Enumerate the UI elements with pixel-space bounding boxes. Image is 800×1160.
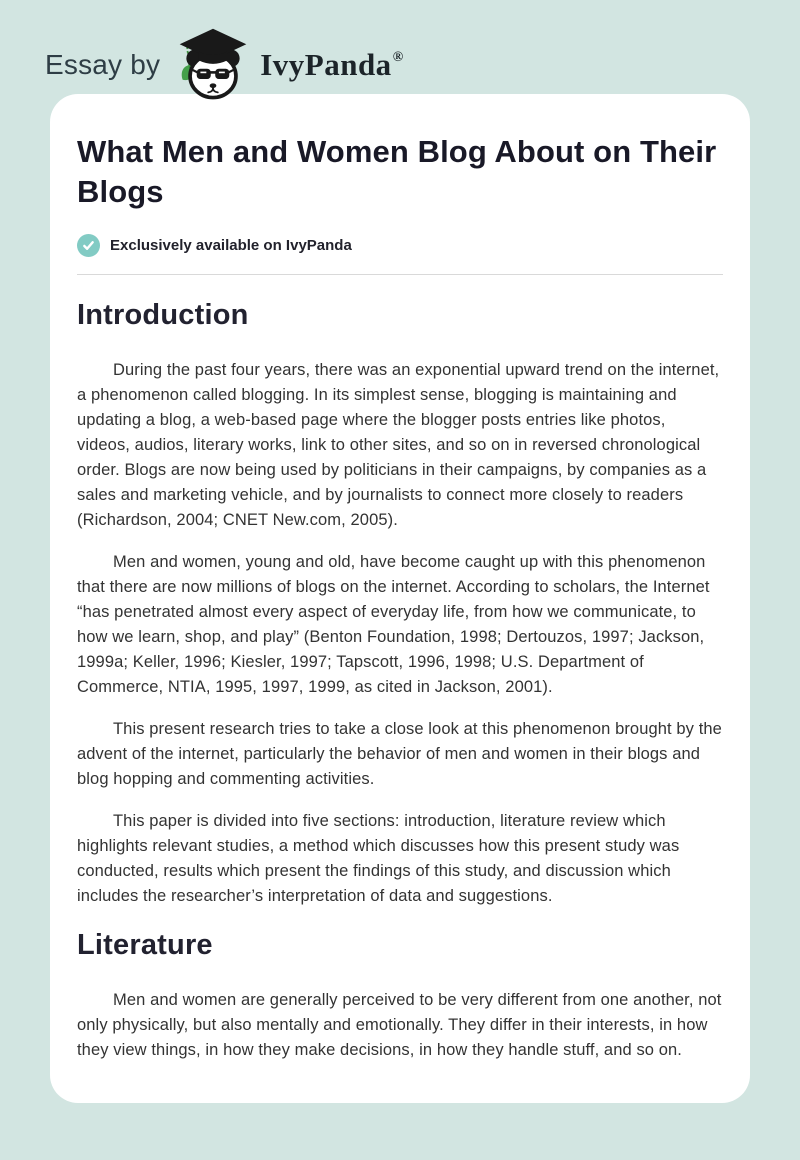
section-heading: Literature (77, 929, 213, 961)
panda-graduate-logo-icon (176, 26, 250, 104)
exclusive-badge (77, 234, 723, 257)
essay-paragraph: During the past four years, there was an exponential upward trend on the internet, a phenomenon called blogging. In its simplest sense, blogging is maintaining and updating a blog, a web-based page where the blogger posts entries like photos, videos, audios, literary works, link to other sites, and so on in reversed chronological order. Blogs are now being used by politicians in their campaigns, by companies as a sales and marketing vehicle, and by journalists to connect more closely to readers (Richardson, 2004; CNET New.com, 2005). (77, 361, 720, 529)
brand-name (260, 47, 403, 83)
section-heading: Introduction (77, 299, 249, 331)
section-literature (77, 929, 723, 1063)
divider (77, 274, 723, 275)
badge-label: Exclusively available on IvyPanda (110, 237, 352, 254)
essay-card (50, 94, 750, 1103)
site-header (0, 0, 800, 94)
brand-text: IvyPanda (260, 47, 392, 82)
essay-paragraph: Men and women are generally perceived to be very different from one another, not only physically, but also mentally and emotionally. They differ in their interests, in how they view things, in how they make decisions, in how they handle stuff, and so on. (77, 991, 722, 1059)
essay-paragraph: Men and women, young and old, have become caught up with this phenomenon that there are now millions of blogs on the internet. According to scholars, the Internet “has penetrated almost every aspect of everyday life, from how we communicate, to how we learn, shop, and play” (Benton Foundation, 1998; Dertouzos, 1997; Jackson, 1999a; Keller, 1996; Kiesler, 1997; Tapscott, 1996, 1998; U.S. Department of Commerce, NTIA, 1995, 1997, 1999, as cited in Jackson, 2001). (77, 553, 710, 696)
page-title: What Men and Women Blog About on Their Blogs (77, 134, 717, 209)
check-icon (77, 234, 100, 257)
registered-mark: ® (392, 50, 404, 65)
section-introduction (77, 299, 723, 909)
essay-by-label: Essay by (45, 49, 161, 80)
essay-paragraph: This paper is divided into five sections: introduction, literature review which highlights relevant studies, a method which discusses how this present study was conducted, results which present the findings of this study, and discussion which includes the researcher’s interpretation of data and suggestions. (77, 812, 680, 905)
essay-paragraph: This present research tries to take a close look at this phenomenon brought by the advent of the internet, particularly the behavior of men and women in their blogs and blog hopping and commenting activities. (77, 720, 722, 788)
